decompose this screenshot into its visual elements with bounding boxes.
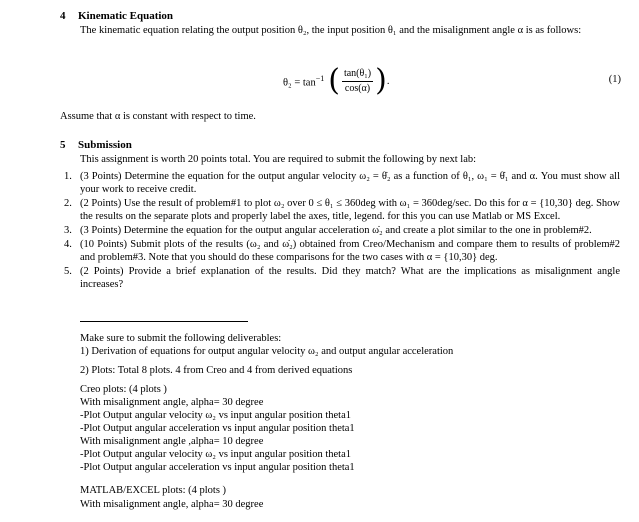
requirements-list xyxy=(58,170,620,292)
section-5-intro: This assignment is worth 20 points total. You are required to submit the following by next lab: xyxy=(80,154,477,165)
creo-line: -Plot Output angular velocity ω₂ vs input angular position theta1 xyxy=(80,449,351,460)
equation-tail: . xyxy=(386,75,390,87)
list-item: 3. (3 Points) Determine the equation for the output angular acceleration ω̇₂ and create a plot similar to the one in problem#2. xyxy=(64,225,592,236)
section-4-title: Kinematic Equation xyxy=(78,10,174,22)
section-5-title: Submission xyxy=(78,139,132,151)
divider xyxy=(80,321,248,322)
item-text: (3 Points) Determine the equation for the output angular acceleration ω̇₂ and create a plot similar to the one in problem#2. xyxy=(80,225,592,236)
equation-lhs: $\theta_2 = \tan^{-1}$ xyxy=(283,74,325,89)
section-4-number: 4 xyxy=(60,10,66,22)
item-text: (2 Points) Use the result of problem#1 to plot ω₂ over 0 ≤ θ₁ ≤ 360deg with ω₁ = 360deg/sec. Do this for α = {10,30} deg. Show the results on the separate plots and properly label the axes, title, legend. for this you can use Matlab or MS Excel. xyxy=(80,198,620,222)
creo-plots-heading: Creo plots: (4 plots ) xyxy=(80,384,167,395)
section-4-intro: The kinematic equation relating the output position θ₂, the input position θ₁ and the misalignment angle α is as follows: xyxy=(80,25,582,36)
equation-denominator: cos(α) xyxy=(344,82,371,94)
equation-numerator: tan(θ₁) xyxy=(342,68,373,82)
equation-power: −1 xyxy=(315,74,325,84)
assumption-text: Assume that α is constant with respect to time. xyxy=(60,111,256,122)
creo-line: -Plot Output angular acceleration vs input angular position theta1 xyxy=(80,423,355,434)
list-item: 1. (3 Points) Determine the equation for the output angular velocity ω₂ = θ̇₂ as a function of θ₁, ω₁ = θ̇₁ and α. You must show all your work to receive credit. xyxy=(64,171,620,195)
list-item: 5. (2 Points) Provide a brief explanation of the results. Did they match? What are the implications as misalignment angle increases? xyxy=(64,266,620,290)
matlab-plots-heading: MATLAB/EXCEL plots: (4 plots ) xyxy=(80,485,227,496)
section-4-heading xyxy=(60,10,173,23)
deliverables-heading: Make sure to submit the following deliverables: xyxy=(80,333,282,344)
section-5-heading xyxy=(60,139,132,152)
kinematic-equation xyxy=(283,60,389,102)
deliverable-line-1: 1) Derivation of equations for output angular velocity ω₂ and output angular acceleration xyxy=(80,346,454,357)
list-item: 4. (10 Points) Submit plots of the results (ω₂ and ω̇₂) obtained from Creo/Mechanism and compare them to results of problem#2 and problem#3. Note that you should do these comparisons for the two cases with α = {10,30} deg. xyxy=(64,239,620,263)
item-text: (2 Points) Provide a brief explanation of the results. Did they match? What are the implications as misalignment angle increases? xyxy=(80,266,620,290)
equation-number: (1) xyxy=(608,74,621,85)
item-text: (3 Points) Determine the equation for the output angular velocity ω₂ = θ̇₂ as a function of θ₁, ω₁ = θ̇₁ and α. You must show all your work to receive credit. xyxy=(80,171,620,195)
list-item: 2. (2 Points) Use the result of problem#1 to plot ω₂ over 0 ≤ θ₁ ≤ 360deg with ω₁ = 360deg/sec. Do this for α = {10,30} deg. Show the results on the separate plots and properly label the axes, title, legend. for this you can use Matlab or MS Excel. xyxy=(64,198,620,222)
creo-line: With misalignment angle, alpha= 30 degree xyxy=(80,397,264,408)
equation-fraction xyxy=(342,68,373,95)
matlab-line: With misalignment angle, alpha= 30 degree xyxy=(80,499,264,510)
left-paren: ( xyxy=(328,63,340,98)
creo-line: -Plot Output angular velocity ω₂ vs input angular position theta1 xyxy=(80,410,351,421)
creo-line: -Plot Output angular acceleration vs input angular position theta1 xyxy=(80,462,355,473)
section-5-number: 5 xyxy=(60,139,66,151)
right-paren: ) xyxy=(375,63,387,98)
creo-line: With misalignment angle ,alpha= 10 degree xyxy=(80,436,264,447)
item-text: (10 Points) Submit plots of the results (ω₂ and ω̇₂) obtained from Creo/Mechanism and compare them to results of problem#2 and problem#3. Note that you should do these comparisons for the two cases with α = {10,30} deg. xyxy=(80,239,620,263)
deliverable-line-2: 2) Plots: Total 8 plots. 4 from Creo and 4 from derived equations xyxy=(80,365,353,376)
